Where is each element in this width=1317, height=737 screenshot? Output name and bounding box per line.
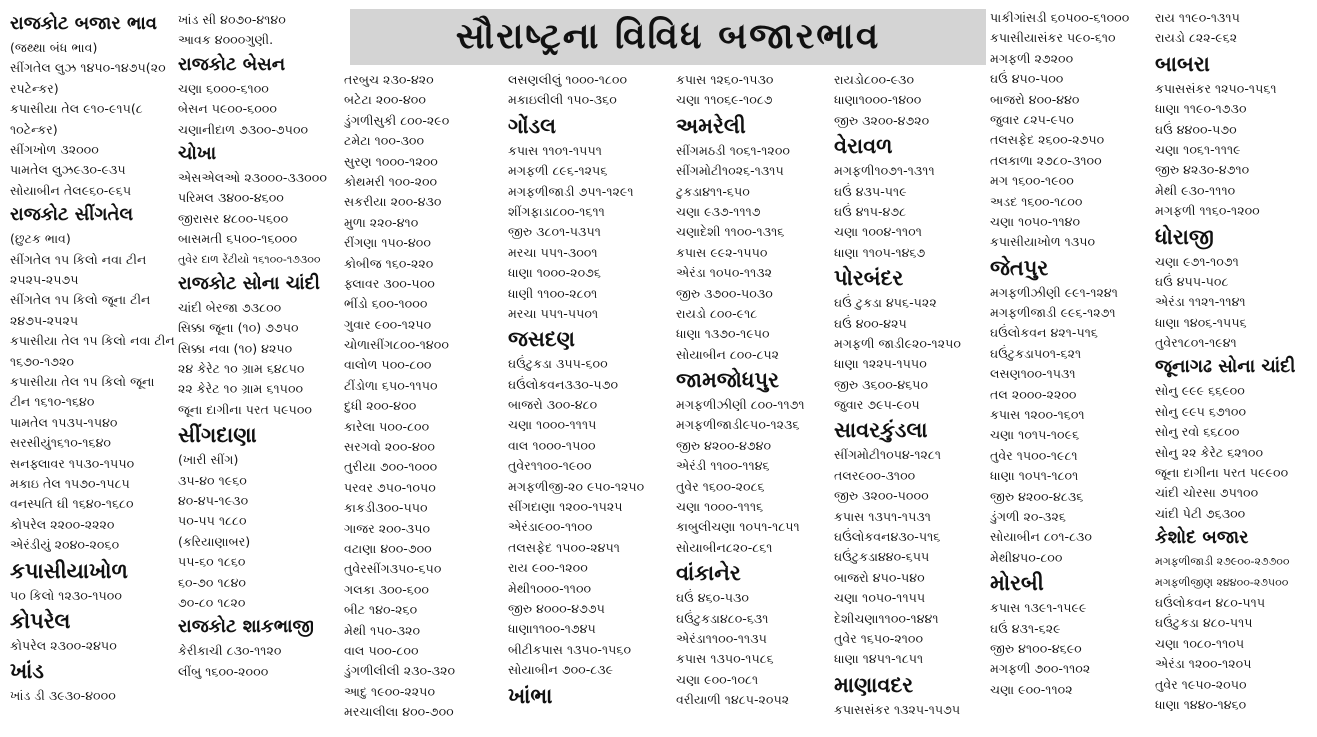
price-line: એરંડા ૧૨૦૦-૧૨૦૫ — [1155, 656, 1252, 672]
price-line: કપાસીયા તેલ ૧૫ કિલો નવા ટીન ૧૬૭૦-૧૭૨૦ — [10, 333, 175, 369]
price-line: તુરીયા ૭૦૦-૧૦૦૦ — [344, 459, 438, 475]
price-line: સીંગખોળ ૩૨૦૦૦ — [10, 142, 99, 158]
price-line: સોનુ ૯૯૫ ૬૭૧૦૦ — [1155, 403, 1247, 419]
price-line: મકાઇ તેલ ૧૫૭૦-૧૫૮૫ — [10, 476, 130, 491]
price-line: જીરુ ૩૨૦૦-૪૭૨૦ — [834, 112, 930, 128]
price-line: સનફ્લાવર ૧૫૩૦-૧૫૫૦ — [10, 455, 135, 471]
section-heading-koparel: કોપરેલ — [10, 608, 71, 633]
price-line: મગફળી ૧૧૬૦-૧૨૦૦ — [1155, 203, 1260, 219]
price-line: સોયાબીન ૭૦૦-૮૩૯ — [508, 662, 614, 678]
price-line: સીંગતેલ ૧૫ કિલો જૂના ટીન ૨૪૭૫-૨૫૨૫ — [10, 292, 151, 328]
price-line: ચણાનીદાળ ૭૩૦૦-૭૫૦૦ — [178, 121, 309, 137]
price-line: વાલ ૧૦૦૦-૧૫૦૦ — [508, 437, 596, 453]
price-line: ચાંદી બેરજા ૭૩૮૦૦ — [178, 299, 282, 315]
price-line: ઘઉં ૪૩૧-૬૨૯ — [990, 620, 1061, 636]
price-line: તુવેર દાળ રેંટીયો ૧૬૧૦૦-૧૭૩૦૦ — [178, 252, 321, 266]
price-line: ઘઉંટુકડા૫૦૧-૬૨૧ — [990, 345, 1082, 361]
price-line: મગફળીઝીણી ૮૦૦-૧૧૭૧ — [676, 397, 805, 413]
price-line: ખાંડ ડી ૩૯૩૦-૪૦૦૦ — [10, 688, 116, 704]
section-subheading: (છુટક ભાવ) — [10, 231, 71, 247]
section-heading-rajkot-bajar: રાજકોટ બજાર ભાવ — [10, 13, 157, 34]
price-line: ઘઉંટુકડા૪૮૦-૬૩૧ — [676, 610, 769, 626]
price-line: રાય ૧૧૯૦-૧૩૧૫ — [1155, 10, 1240, 25]
price-line: તુવેર ૧૫૦૦-૧૯૮૧ — [990, 447, 1078, 463]
price-line: મગફળીજી-૨૦ ૯૫૦-૧૨૫૦ — [508, 478, 645, 494]
price-line: ઘઉં ૪૪૦૦-૫૭૦ — [1155, 121, 1237, 137]
price-line: ડુંગળી ૨૦-૩૨૬ — [990, 509, 1066, 524]
price-line: વાલોળ ૫૦૦-૮૦૦ — [344, 357, 432, 373]
section-heading-gondal: ગોંડલ — [508, 113, 556, 138]
price-line: મગફળી ૨૭૨૦૦ — [990, 50, 1074, 66]
price-line: કપાસ ૧૧૦૧-૧૫૫૧ — [508, 142, 602, 158]
price-line: કાકડી૩૦૦-૫૫૦ — [344, 500, 428, 516]
price-line: જીરુ ૪૦૦૦-૪૭૭૫ — [508, 600, 605, 616]
section-heading-singdana: સીંગદાણા — [178, 423, 257, 448]
price-line: લસણલીલું ૧૦૦૦-૧૮૦૦ — [508, 72, 628, 87]
price-line: સિક્કા નવા (૧૦) ૪૨૫૦ — [178, 340, 293, 356]
price-line: કારેલા ૫૦૦-૮૦૦ — [344, 418, 430, 434]
price-line: બટેટા ૨૦૦-૪૦૦ — [344, 92, 426, 108]
price-line: સીંગદાણા ૧૨૦૦-૧૫૨૫ — [508, 499, 623, 515]
price-line: ટમેટા ૧૦૦-૩૦૦ — [344, 133, 425, 149]
price-line: ઘઉં ૪૩૫-૫૧૯ — [834, 183, 907, 199]
price-line: કપાસીયા તેલ ૯૧૦-૯૧૫(૮ ૧૦ટેન્કર) — [10, 101, 143, 137]
section-heading-rajkot-singtel: રાજકોટ સીંગતેલ — [10, 204, 134, 226]
price-line: ઘઉં ૪૦૦-૪૨૫ — [834, 315, 907, 331]
price-line: ચણા ૧૦૦૦-૧૧૧૬ — [676, 499, 764, 515]
price-line: મરચા ૫૫૧-૫૫૦૧ — [508, 305, 599, 321]
price-line: સોયાબીન૮૨૦-૮૬૧ — [676, 539, 773, 555]
price-line: ઘઉં ૪૬૦-૫૩૦ — [676, 590, 749, 606]
price-line: મેથી૪૫૦-૮૦૦ — [990, 549, 1063, 565]
price-line: જીરુ ૩૭૦૦-૫૦૩૦ — [676, 285, 773, 301]
price-line: એરંડી ૧૧૦૦-૧૧૪૬ — [676, 458, 770, 474]
price-line: મગફળીજાડી ૯૯૬-૧૨૭૧ — [990, 305, 1116, 321]
price-line: સીંગમોટી૧૦૨૬-૧૩૧૫ — [676, 163, 784, 179]
price-line: એરંડા ૧૧૨૧-૧૧૪૧ — [1155, 294, 1246, 310]
price-line: કોપરેલ ૨૩૦૦-૨૪૫૦ — [10, 637, 117, 653]
price-line: મુળા ૨૨૦-૪૧૦ — [344, 214, 419, 230]
price-line: એસએલઓ ૨૩૦૦૦-૩૩૦૦૦ — [178, 169, 327, 185]
section-heading-jetpur: જેતપુર — [990, 255, 1049, 280]
price-line: જીરુ ૪૨૩૦-૪૭૧૦ — [1155, 162, 1250, 178]
price-line: લસણ૧૦૦-૧૫૩૧ — [990, 366, 1076, 382]
section-heading-veraval: વેરાવળ — [834, 134, 893, 159]
price-line: મગફળીજાડી ૭૫૧-૧૨૯૧ — [508, 183, 634, 199]
section-heading-vankaner: વાંકાનેર — [676, 561, 741, 586]
price-line: કાબુલીચણા ૧૦૫૧-૧૮૫૧ — [676, 519, 800, 535]
price-line: વટાણા ૪૦૦-૭૦૦ — [344, 540, 432, 556]
column-5 — [676, 70, 830, 737]
column-2 — [178, 10, 343, 737]
price-line: ઘઉં ૪૫૦-૫૦૦ — [990, 71, 1064, 87]
price-line: તુવેર ૧૬૫૦-૨૧૦૦ — [834, 630, 924, 646]
section-heading-kapasiyakhol: કપાસીયાખોળ — [10, 558, 128, 583]
price-line: સોનુ ૯૯૯ ૬૬૯૦૦ — [1155, 383, 1245, 399]
column-3 — [344, 70, 504, 737]
price-line: અડદ ૧૬૦૦-૧૮૦૦ — [990, 193, 1083, 209]
price-line: ધાણા૧૧૦૦-૧૭૪૫ — [508, 621, 596, 637]
page-title-banner — [350, 9, 986, 65]
price-line: મેથી ૯૩૦-૧૧૧૦ — [1155, 182, 1236, 198]
price-line: સુરણ ૧૦૦૦-૧૨૦૦ — [344, 153, 438, 169]
price-list-rajkot-bajar — [10, 58, 176, 201]
price-line: ધાણા ૧૧૯૦-૧૭૩૦ — [1155, 101, 1247, 117]
price-line: ધાણા ૧૦૫૧-૧૮૦૧ — [990, 468, 1079, 484]
section-heading-manavadar: માણાવદર — [834, 672, 914, 697]
price-line: મગફળીજીણ ૨૪૪૦૦-૨૭૫૦૦ — [1155, 575, 1289, 589]
price-line: ઘઉં ૪૧૫-૪૭૮ — [834, 203, 907, 219]
price-line: શીંગફાડા૮૦૦-૧૬૧૧ — [508, 203, 605, 219]
price-line: કપાસ ૧૩૫૦-૧૫૮૬ — [676, 651, 774, 667]
price-line: પાકીગાંસડી ૬૦૫૦૦-૬૧૦૦૦ — [990, 10, 1130, 25]
price-line: મગફળી૧૦૭૧-૧૩૧૧ — [834, 163, 935, 179]
price-line: ઘઉંલોકવન૪૩૦-૫૧૬ — [834, 529, 941, 545]
price-line: ઘઉંટુકડા૪૪૦-૬૫૫ — [834, 549, 930, 565]
price-line: સોયાબીન ૮૦૧-૮૩૦ — [990, 529, 1092, 545]
price-line: રીંગણા ૧૫૦-૪૦૦ — [344, 235, 431, 251]
price-line: સોનુ ૨૨ કેરેટ ૬૨૧૦૦ — [1155, 444, 1264, 460]
price-line: સીંગતેલ લુઝ ૧૪૫૦-૧૪૭૫(૨૦ રપટેન્કર) — [10, 60, 166, 96]
price-line: પરવર ૭૫૦-૧૦૫૦ — [344, 479, 436, 495]
price-line: રાયડો ૮૨૨-૯૬૨ — [1155, 30, 1238, 46]
price-line: દેશીચણા૧૧૦૦-૧૪૪૧ — [834, 610, 939, 626]
price-line: જીરુ ૪૨૦૦-૪૭૪૦ — [676, 437, 772, 453]
price-line: ભીંડો ૬૦૦-૧૦૦૦ — [344, 296, 428, 312]
price-line: રાયડો૮૦૦-૯૩૦ — [834, 72, 915, 87]
price-line: ચણા ૯૦૦-૧૧૦૨ — [990, 681, 1073, 697]
price-line: ધાણા૧૦૦૦-૧૪૦૦ — [834, 92, 922, 108]
section-heading-keshod-bajar: કેશોદ બજાર — [1155, 527, 1249, 549]
price-line: બાજરો ૩૦૦-૪૮૦ — [508, 397, 598, 413]
price-line: ઘઉંલોકવન૩૩૦-૫૭૦ — [508, 376, 619, 392]
section-heading-rajkot-shakbhaji: રાજકોટ શાકભાજી — [178, 616, 314, 638]
price-line: એરંડા ૧૦૫૦-૧૧૩૨ — [676, 265, 773, 281]
price-line: મગફળીઝીણી ૯૯૧-૧૨૪૧ — [990, 284, 1118, 300]
price-line: સીંગતેલ ૧૫ કિલો નવા ટીન ૨૫૨૫-૨૫૭૫ — [10, 251, 147, 287]
price-line: ૨૪ કેરેટ ૧૦ ગ્રામ ૬૪૮૫૦ — [178, 361, 305, 377]
price-line: ૫૦-૫૫ ૧૮૮૦ — [178, 513, 247, 529]
price-line: તુવેર ૧૬૦૦-૨૦૮૬ — [676, 478, 765, 494]
price-line: કપાસીયા તેલ ૧૫ કિલો જૂના ટીન ૧૬૧૦-૧૬૪૦ — [10, 374, 155, 410]
price-line: તલસફેદ ૨૬૦૦-૨૭૫૦ — [990, 132, 1105, 148]
price-line: ખાંડ સી ૪૦૭૦-૪૧૪૦ — [178, 12, 286, 27]
section-heading-junagadh-sona-chandi: જૂનાગઢ સોના ચાંદી — [1155, 356, 1296, 378]
price-line: ધાણી ૧૧૦૦-૨૮૦૧ — [508, 285, 598, 301]
price-line: ૬૦-૭૦ ૧૮૪૦ — [178, 574, 247, 590]
price-line: સોનુ રવો ૬૬૮૦૦ — [1155, 424, 1240, 440]
section-heading-rajkot-besan: રાજકોટ બેસન — [178, 53, 286, 75]
price-line: તલ ૨૦૦૦-૨૨૦૦ — [990, 386, 1077, 402]
price-line: દુધી ૨૦૦-૪૦૦ — [344, 398, 417, 414]
column-7 — [990, 8, 1148, 737]
price-list-rajkot-singtel — [10, 250, 176, 556]
price-line: ચણા ૯૭૧-૧૦૭૧ — [1155, 253, 1239, 269]
price-line: લીંબુ ૧૬૦૦-૨૦૦૦ — [178, 663, 269, 679]
column-6 — [834, 70, 984, 737]
price-line: મગફળીજાડી૯૫૦-૧૨૩૬ — [676, 417, 800, 433]
price-line: ચણા ૧૦૮૦-૧૧૦૫ — [1155, 635, 1245, 651]
price-line: જીરાસર ૪૮૦૦-૫૬૦૦ — [178, 210, 289, 226]
price-line: કપાસ ૯૯૨-૧૫૫૦ — [676, 244, 768, 260]
section-heading-jasdan: જસદણ — [508, 327, 575, 352]
price-line: મકાઇલીલી ૧૫૦-૩૬૦ — [508, 92, 617, 108]
price-line: બાજરો ૪૫૦-૫૪૦ — [834, 569, 925, 585]
column-4 — [508, 70, 672, 737]
price-line: ધાણા ૧૩૭૦-૧૯૫૦ — [676, 326, 770, 342]
price-line: તુવેર૧૧૦૦-૧૯૦૦ — [508, 458, 592, 474]
price-line: ચણા ૧૦૫૦-૧૧૫૫ — [834, 590, 926, 606]
price-line: કપાસ ૧૩૯૧-૧૫૯૯ — [990, 600, 1087, 616]
price-line: ચાંદી ચોરસા ૭૫૧૦૦ — [1155, 485, 1259, 501]
price-line: કોપરેલ ૨૨૦૦-૨૨૨૦ — [10, 516, 115, 532]
price-line: (ખારી સીંગ) — [178, 452, 239, 468]
section-heading-dhoraji: ધોરાજી — [1155, 224, 1214, 249]
price-line: ચણા ૧૦૦૦-૧૧૧૫ — [508, 417, 597, 433]
price-line: ગુવાર ૯૦૦-૧૨૫૦ — [344, 316, 432, 332]
price-line: ધાણા ૧૪૫૧-૧૮૫૧ — [834, 651, 924, 667]
price-line: વનસ્પતિ ઘી ૧૬૪૦-૧૬૮૦ — [10, 496, 134, 512]
price-line: બાજરો ૪૦૦-૪૪૦ — [990, 91, 1080, 107]
section-heading-amreli: અમરેલી — [676, 113, 746, 138]
price-line: ટીંડોળા ૬૫૦-૧૧૫૦ — [344, 377, 438, 393]
price-line: મેથી૧૦૦૦-૧૧૦૦ — [508, 580, 592, 596]
section-heading-savarkundla: સાવરકુંડલા — [834, 418, 928, 443]
price-line: ૩૫-૪૦ ૧૯૬૦ — [178, 472, 247, 488]
price-line: જૂના દાગીના પરત ૫૯૫૦૦ — [178, 401, 312, 417]
price-line: મગફળી ૮૯૬-૧૨૫૬ — [508, 163, 608, 179]
price-line: ઘઉંટુકડા ૩૫૫-૬૦૦ — [508, 356, 608, 372]
price-line: કપાસસંકર ૧૩૨૫-૧૫૭૫ — [834, 701, 961, 717]
price-line: સરસીયું૧૬૧૦-૧૬૪૦ — [10, 435, 111, 451]
price-line: કપાસ ૧૨૬૦-૧૫૩૦ — [676, 72, 774, 87]
price-line: ઘઉં ૪૫૫-૫૦૮ — [1155, 273, 1229, 289]
price-line: તુવેર૧૮૦૧-૧૯૪૧ — [1155, 335, 1237, 351]
price-line: ચણા ૬૦૦૦-૬૧૦૦ — [178, 80, 269, 96]
price-line: કોથમરી ૧૦૦-૨૦૦ — [344, 173, 438, 189]
section-heading-porbandar: પોરબંદર — [834, 266, 904, 291]
price-line: તલસફેદ ૧૫૦૦-૨૪૫૧ — [508, 539, 620, 555]
price-line: ઘઉં ટુકડા ૪૫૬-૫૨૨ — [834, 295, 937, 311]
price-line: કપાસ ૧૨૦૦-૧૬૦૧ — [990, 407, 1085, 423]
price-line: ચણા ૧૦૦૪-૧૧૦૧ — [834, 224, 922, 240]
price-line: રાય ૯૦૦-૧૨૦૦ — [508, 560, 588, 576]
price-line: સીંગમોટી૧૦૫૪-૧૨૮૧ — [834, 447, 942, 463]
price-line: આવક ૪૦૦૦ગુણી. — [178, 32, 274, 48]
price-line: કપાસીયાસંકર ૫૯૦-૬૧૦ — [990, 30, 1116, 46]
price-line: સરગવો ૨૦૦-૪૦૦ — [344, 439, 435, 455]
price-line: જીરુ ૩૬૦૦-૪૬૫૦ — [834, 376, 929, 392]
price-line: ૪૦-૪૫-૧૯૩૦ — [178, 493, 249, 509]
price-line: એરંડીયું ૨૦૪૦-૨૦૬૦ — [10, 537, 120, 553]
price-line: ધાણા ૧૨૨૫-૧૫૫૦ — [834, 356, 927, 372]
price-line: ચણા ૧૧૦૬૯-૧૦૮૭ — [676, 92, 773, 108]
price-line: કોબીજ ૧૬૦-૨૨૦ — [344, 255, 434, 271]
price-line: રાયડો ૮૦૦-૯૧૮ — [676, 305, 758, 321]
price-line: ચોળાસીંગ૮૦૦-૧૪૦૦ — [344, 337, 449, 353]
price-line: સિક્કા જૂના (૧૦) ૭૭૫૦ — [178, 320, 299, 336]
price-line: ચણા ૧૦૫૦-૧૧૪૦ — [990, 213, 1081, 229]
section-heading-chokha: ચોખા — [178, 142, 217, 164]
price-line: ફ્લાવર ૩૦૦-૫૦૦ — [344, 275, 435, 291]
price-line: મગફળી જાડી૯૨૦-૧૨૫૦ — [834, 335, 961, 351]
price-line: ચણા ૯૦૦-૧૦૮૧ — [676, 671, 759, 687]
price-line: સીંગમઠડી ૧૦૬૧-૧૨૦૦ — [676, 142, 790, 158]
price-line: ઘઉંટુકડા ૪૮૦-૫૧૫ — [1155, 615, 1253, 631]
section-heading-khambha: ખાંભા — [508, 683, 553, 708]
price-line: ડુંગળીલીલી ૨૩૦-૩૨૦ — [344, 663, 456, 679]
price-line: મરચાલીલા ૪૦૦-૭૦૦ — [344, 704, 454, 720]
section-heading-babra: બાબરા — [1155, 51, 1210, 76]
price-line: ધાણા ૧૧૦૫-૧૪૬૭ — [834, 244, 926, 260]
price-line: ૫૦ કિલો ૧૨૩૦-૧૫૦૦ — [10, 587, 122, 603]
price-line: ૫૫-૬૦ ૧૮૬૦ — [178, 554, 246, 570]
page-title: સૌરાષ્ટ્રના વિવિધ બજારભાવ — [455, 16, 881, 57]
price-line: ટુકડા૪૧૧-૬૫૦ — [676, 183, 750, 199]
price-line: કપાસસંકર ૧૨૫૦-૧૫૬૧ — [1155, 80, 1277, 96]
price-line: (કરિયાણાબર) — [178, 533, 251, 549]
price-line: મગ ૧૬૦૦-૧૯૦૦ — [990, 173, 1074, 189]
price-line: બાસમતી ૬૫૦૦-૧૬૦૦૦ — [178, 231, 298, 247]
price-line: ચણાદેશી ૧૧૦૦-૧૩૧૬ — [676, 224, 785, 240]
price-line: તરબુચ ૨૩૦-૪૨૦ — [344, 72, 434, 87]
column-1 — [10, 10, 176, 737]
price-line: મગફળીજાડી ૨૭૯૦૦-૨૭૭૦૦ — [1155, 555, 1290, 569]
price-line: જીરુ ૩૮૦૧-૫૩૫૧ — [508, 224, 601, 240]
section-heading-morbi: મોરબી — [990, 571, 1044, 596]
price-line: ચણા ૯૩૭-૧૧૧૭ — [676, 203, 761, 219]
price-line: આદુ ૧૯૦૦-૨૨૫૦ — [344, 683, 436, 699]
price-line: પામતેલ ૧૫૩૫-૧૫૪૦ — [10, 414, 118, 430]
price-line: તુવેર ૧૯૫૦-૨૦૫૦ — [1155, 676, 1247, 692]
price-line: વાલ ૫૦૦-૮૦૦ — [344, 642, 419, 658]
price-line: જૂના દાગીના પરત ૫૯૯૦૦ — [1155, 465, 1289, 481]
price-line: વરીયાળી ૧૪૮૫-૨૦૫૨ — [676, 692, 790, 708]
price-line: જીરુ ૪૧૦૦-૪૬૯૦ — [990, 640, 1082, 656]
price-line: તુવેરસીંગ૩૫૦-૬૫૦ — [344, 561, 442, 577]
section-subheading: (જથ્થા બંધ ભાવ) — [10, 40, 98, 55]
price-line: ચણા ૧૦૬૧-૧૧૧૯ — [1155, 141, 1241, 157]
price-line: સોયાબીન ૮૦૦-૮૫૨ — [676, 346, 780, 362]
price-line: ગલકા ૩૦૦-૬૦૦ — [344, 581, 430, 597]
column-8 — [1155, 8, 1315, 737]
section-heading-rajkot-sona-chandi: રાજકોટ સોના ચાંદી — [178, 272, 320, 294]
section-heading-jamjodhpur: જામજોધપુર — [676, 368, 779, 393]
price-line: સોયાબીન તેલ૯૬૦-૯૬૫ — [10, 182, 132, 198]
price-line: જીરુ ૩૨૦૦-૫૦૦૦ — [834, 488, 929, 504]
section-heading-khand: ખાંડ — [10, 659, 44, 684]
price-line: ધાણા ૧૪૦૬-૧૫૫૬ — [1155, 314, 1247, 330]
price-line: મરચા ૫૫૧-૩૦૦૧ — [508, 244, 598, 260]
price-line: મેથી ૧૫૦-૩૨૦ — [344, 622, 421, 638]
price-line: એરંડા૧૧૦૦-૧૧૩૫ — [676, 630, 767, 646]
price-line: ચણા ૧૦૧૫-૧૦૯૬ — [990, 427, 1080, 443]
price-line: કેરીકાચી ૮૩૦-૧૧૨૦ — [178, 643, 282, 659]
price-line: ઘઉંલોકવન ૪૮૦-૫૧૫ — [1155, 594, 1266, 610]
price-line: બેસન ૫૯૦૦-૬૦૦૦ — [178, 101, 277, 117]
price-line: ચાંદી પેટી ૭૬૩૦૦ — [1155, 505, 1246, 521]
price-line: એરંડા૯૦૦-૧૧૦૦ — [508, 519, 593, 535]
price-line: જુવાર ૮૨૫-૯૫૦ — [990, 111, 1074, 127]
price-line: ડુંગળીસુકી ૮૦૦-૨૯૦ — [344, 112, 450, 128]
price-line: ધાણા ૧૦૦૦-૨૦૭૬ — [508, 265, 601, 281]
price-line: જુવાર ૭૯૫-૯૦૫ — [834, 397, 920, 413]
price-line: તલર૯૦૦-૩૧૦૦ — [834, 467, 916, 483]
price-line: બીટ ૧૪૦-૨૬૦ — [344, 602, 418, 618]
price-line: કપાસ ૧૩૫૧-૧૫૩૧ — [834, 508, 931, 524]
price-line: પામતેલ લુઝ૯૩૦-૯૩૫ — [10, 162, 126, 178]
price-line: ગાજર ૨૦૦-૩૫૦ — [344, 520, 431, 536]
price-line: ઘઉંલોકવન ૪૨૧-૫૧૬ — [990, 325, 1098, 341]
price-line: ધાણા ૧૪૪૦-૧૪૬૦ — [1155, 696, 1247, 712]
price-line: ૨૨ કેરેટ ૧૦ ગ્રામ ૬૧૫૦૦ — [178, 381, 304, 397]
price-line: સકરીયા ૨૦૦-૪૩૦ — [344, 194, 442, 210]
price-line: કપાસીયાખોળ ૧૩૫૦ — [990, 234, 1096, 250]
price-line: પરિમલ ૩૪૦૦-૪૬૦૦ — [178, 190, 284, 206]
price-line: તલકાળા ૨૭૮૦-૩૧૦૦ — [990, 152, 1102, 168]
price-line: જીરુ ૪૨૦૦-૪૮૩૬ — [990, 488, 1084, 504]
price-line: બીટીકપાસ ૧૩૫૦-૧૫૬૦ — [508, 641, 632, 657]
price-line: મગફળી ૭૦૦-૧૧૦૨ — [990, 661, 1091, 677]
price-line: ૭૦-૮૦ ૧૮૨૦ — [178, 595, 246, 610]
